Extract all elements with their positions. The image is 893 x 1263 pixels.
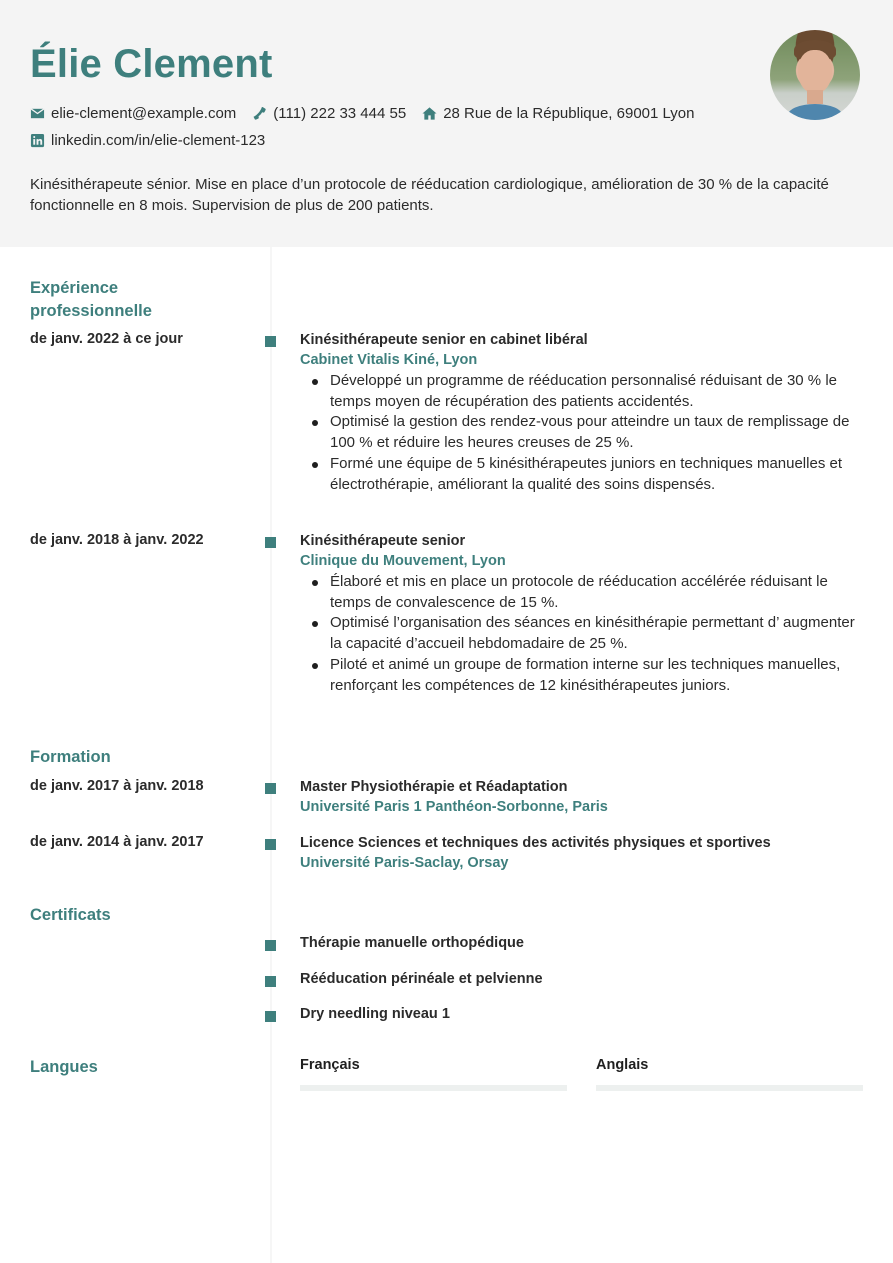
institution: Université Paris-Saclay, Orsay	[300, 855, 509, 871]
achievement-item: Développé un programme de rééducation personnalisé réduisant de 30 % le temps moyen de récupération des patients accidentés.	[300, 371, 860, 412]
language-item	[300, 1057, 567, 1091]
employer: Cabinet Vitalis Kiné, Lyon	[300, 352, 478, 368]
timeline-marker	[265, 976, 276, 987]
home-icon	[422, 106, 437, 121]
contact-row	[30, 105, 711, 122]
timeline-marker	[265, 839, 276, 850]
education-date: de janv. 2017 à janv. 2018	[30, 778, 204, 794]
linkedin-text: linkedin.com/in/elie-clement-123	[51, 132, 266, 149]
degree-title: Master Physiothérapie et Réadaptation	[300, 779, 568, 795]
certificate-item: Rééducation périnéale et pelvienne	[300, 971, 543, 987]
experience-entry	[300, 531, 860, 696]
linkedin-icon	[30, 133, 45, 148]
avatar-neck	[807, 90, 823, 104]
avatar-face	[798, 50, 832, 94]
phone-text: (111) 222 33 444 55	[273, 105, 407, 122]
contact-linkedin[interactable]	[30, 132, 265, 149]
column-divider	[270, 247, 272, 1263]
language-name: Anglais	[596, 1057, 649, 1073]
education-date: de janv. 2014 à janv. 2017	[30, 834, 204, 850]
contact-phone[interactable]	[252, 105, 406, 122]
contact-row	[30, 132, 281, 149]
candidate-name: Élie Clement	[30, 42, 273, 86]
email-text: elie-clement@example.com	[51, 105, 237, 122]
education-entry	[300, 833, 860, 874]
address-text: 28 Rue de la République, 69001 Lyon	[443, 105, 695, 122]
contact-email[interactable]	[30, 105, 236, 122]
section-title-education: Formation	[30, 748, 111, 766]
achievement-list	[300, 572, 860, 696]
achievement-item: Élaboré et mis en place un protocole de rééducation accélérée réduisant le temps de convalescence de 15 %.	[300, 572, 860, 613]
achievement-item: Formé une équipe de 5 kinésithérapeutes juniors en techniques manuelles et électrothérapie, améliorant la qualité des soins dispensés.	[300, 454, 860, 495]
language-name: Français	[300, 1057, 360, 1073]
section-title-certificates: Certificats	[30, 906, 111, 924]
timeline-marker	[265, 537, 276, 548]
job-title: Kinésithérapeute senior	[300, 533, 466, 549]
timeline-marker	[265, 783, 276, 794]
timeline-marker	[265, 940, 276, 951]
experience-date: de janv. 2018 à janv. 2022	[30, 532, 204, 548]
timeline-marker	[265, 1011, 276, 1022]
section-title-languages: Langues	[30, 1058, 98, 1076]
degree-title: Licence Sciences et techniques des activités physiques et sportives	[300, 835, 771, 851]
header	[0, 0, 893, 247]
certificate-item: Thérapie manuelle orthopédique	[300, 935, 524, 951]
experience-date: de janv. 2022 à ce jour	[30, 331, 183, 347]
section-title-experience: Expérience professionnelle	[30, 279, 152, 320]
phone-icon	[252, 106, 267, 121]
certificate-item: Dry needling niveau 1	[300, 1006, 450, 1022]
avatar-shirt	[788, 104, 842, 120]
achievement-item: Optimisé la gestion des rendez-vous pour atteindre un taux de remplissage de 100 % et réduire les heures creuses de 25 %.	[300, 412, 860, 453]
achievement-list	[300, 371, 860, 495]
employer: Clinique du Mouvement, Lyon	[300, 553, 506, 569]
language-item	[596, 1057, 863, 1091]
avatar	[770, 30, 860, 120]
education-entry	[300, 777, 860, 818]
language-level-bar	[596, 1085, 863, 1091]
institution: Université Paris 1 Panthéon-Sorbonne, Paris	[300, 799, 608, 815]
achievement-item: Optimisé l’organisation des séances en kinésithérapie permettant d’ augmenter la capacité d’accueil hebdomadaire de 25 %.	[300, 613, 860, 654]
language-level-bar	[300, 1085, 567, 1091]
profile-summary: Kinésithérapeute sénior. Mise en place d’un protocole de rééducation cardiologique, amélioration de 30 % de la capacité fonctionnelle en 8 mois. Supervision de plus de 200 patients.	[30, 176, 829, 214]
job-title: Kinésithérapeute senior en cabinet libéral	[300, 332, 588, 348]
envelope-icon	[30, 106, 45, 121]
achievement-item: Piloté et animé un groupe de formation interne sur les techniques manuelles, renforçant les compétences de 12 kinésithérapeutes juniors.	[300, 655, 860, 696]
experience-entry	[300, 330, 860, 495]
timeline-marker	[265, 336, 276, 347]
contact-address	[422, 105, 694, 122]
